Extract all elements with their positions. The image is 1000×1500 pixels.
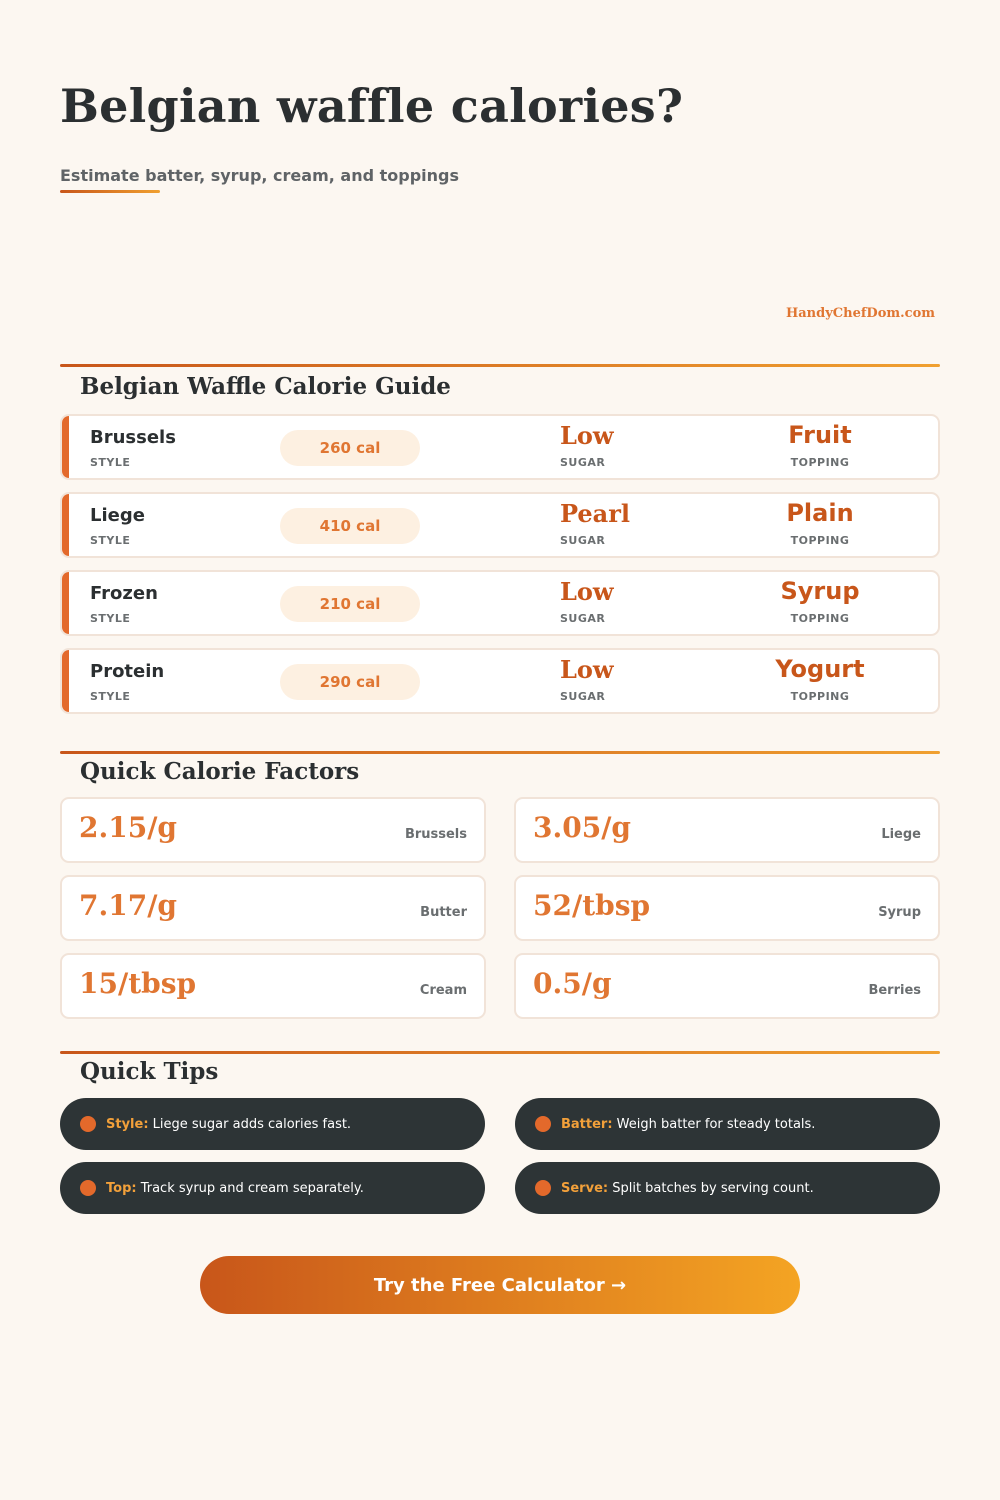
tip-text xyxy=(561,1117,815,1132)
tip-key: Top: xyxy=(106,1180,137,1196)
bullet-dot-icon xyxy=(535,1116,551,1132)
factor-value: 7.17/g xyxy=(79,889,177,922)
factor-label: Berries xyxy=(868,983,921,998)
factor-label: Cream xyxy=(419,983,467,998)
style-label: STYLE xyxy=(90,456,131,469)
bullet-dot-icon xyxy=(80,1180,96,1196)
calorie-badge: 290 cal xyxy=(280,664,420,700)
row-accent-bar xyxy=(62,416,69,478)
tip-key: Style: xyxy=(106,1116,149,1132)
page-subtitle: Estimate batter, syrup, cream, and toppings xyxy=(60,166,459,185)
brand-name: HandyChefDom.com xyxy=(785,306,935,321)
tips-title: Quick Tips xyxy=(80,1058,219,1085)
sugar-value: Pearl xyxy=(560,499,630,528)
guide-row xyxy=(60,648,940,714)
row-accent-bar xyxy=(62,650,69,712)
style-label: STYLE xyxy=(90,534,131,547)
sugar-label: SUGAR xyxy=(560,456,606,469)
guide-row xyxy=(60,570,940,636)
factor-label: Butter xyxy=(420,905,467,920)
subtitle-underline xyxy=(60,190,160,193)
tip-pill xyxy=(515,1098,940,1150)
factor-card xyxy=(514,875,940,941)
bullet-dot-icon xyxy=(80,1116,96,1132)
sugar-label: SUGAR xyxy=(560,690,606,703)
row-accent-bar xyxy=(62,494,69,556)
topping-value: Fruit xyxy=(788,421,852,449)
sugar-label: SUGAR xyxy=(560,612,606,625)
row-accent-bar xyxy=(62,572,69,634)
page-title: Belgian waffle calories? xyxy=(60,79,684,133)
section-divider xyxy=(60,364,940,367)
tip-key: Batter: xyxy=(561,1116,613,1132)
style-name: Protein xyxy=(90,661,165,682)
sugar-value: Low xyxy=(560,655,614,684)
style-label: STYLE xyxy=(90,690,131,703)
factor-value: 0.5/g xyxy=(533,967,612,1000)
sugar-value: Low xyxy=(560,577,614,606)
factor-value: 2.15/g xyxy=(79,811,177,844)
factor-card xyxy=(60,797,486,863)
factor-value: 52/tbsp xyxy=(533,889,651,922)
tip-text xyxy=(106,1181,364,1196)
topping-value: Yogurt xyxy=(775,655,865,683)
factor-label: Brussels xyxy=(404,827,467,842)
calorie-badge: 410 cal xyxy=(280,508,420,544)
tip-pill xyxy=(60,1098,485,1150)
calorie-badge: 210 cal xyxy=(280,586,420,622)
sugar-label: SUGAR xyxy=(560,534,606,547)
topping-label: TOPPING xyxy=(790,612,850,625)
guide-row xyxy=(60,414,940,480)
topping-value: Syrup xyxy=(780,577,860,605)
tip-body: Weigh batter for steady totals. xyxy=(612,1116,816,1132)
tip-pill xyxy=(60,1162,485,1214)
factor-card xyxy=(60,875,486,941)
tip-key: Serve: xyxy=(561,1180,609,1196)
tip-pill xyxy=(515,1162,940,1214)
tip-body: Track syrup and cream separately. xyxy=(136,1180,364,1196)
factors-title: Quick Calorie Factors xyxy=(80,758,360,785)
factor-card xyxy=(514,797,940,863)
factor-value: 3.05/g xyxy=(533,811,631,844)
bullet-dot-icon xyxy=(535,1180,551,1196)
calorie-badge: 260 cal xyxy=(280,430,420,466)
sugar-value: Low xyxy=(560,421,614,450)
factor-label: Liege xyxy=(881,827,921,842)
topping-label: TOPPING xyxy=(790,456,850,469)
tip-text xyxy=(561,1181,814,1196)
try-calculator-button[interactable]: Try the Free Calculator → xyxy=(200,1256,800,1314)
guide-row xyxy=(60,492,940,558)
style-name: Brussels xyxy=(90,427,176,448)
factor-card xyxy=(514,953,940,1019)
tip-body: Split batches by serving count. xyxy=(608,1180,814,1196)
topping-label: TOPPING xyxy=(790,690,850,703)
topping-value: Plain xyxy=(786,499,854,527)
topping-label: TOPPING xyxy=(790,534,850,547)
style-label: STYLE xyxy=(90,612,131,625)
factor-label: Syrup xyxy=(878,905,921,920)
style-name: Liege xyxy=(90,505,145,526)
factor-value: 15/tbsp xyxy=(79,967,197,1000)
tip-text xyxy=(106,1117,351,1132)
style-name: Frozen xyxy=(90,583,158,604)
guide-title: Belgian Waffle Calorie Guide xyxy=(80,373,451,400)
factor-card xyxy=(60,953,486,1019)
section-divider xyxy=(60,1051,940,1054)
section-divider xyxy=(60,751,940,754)
tip-body: Liege sugar adds calories fast. xyxy=(148,1116,352,1132)
